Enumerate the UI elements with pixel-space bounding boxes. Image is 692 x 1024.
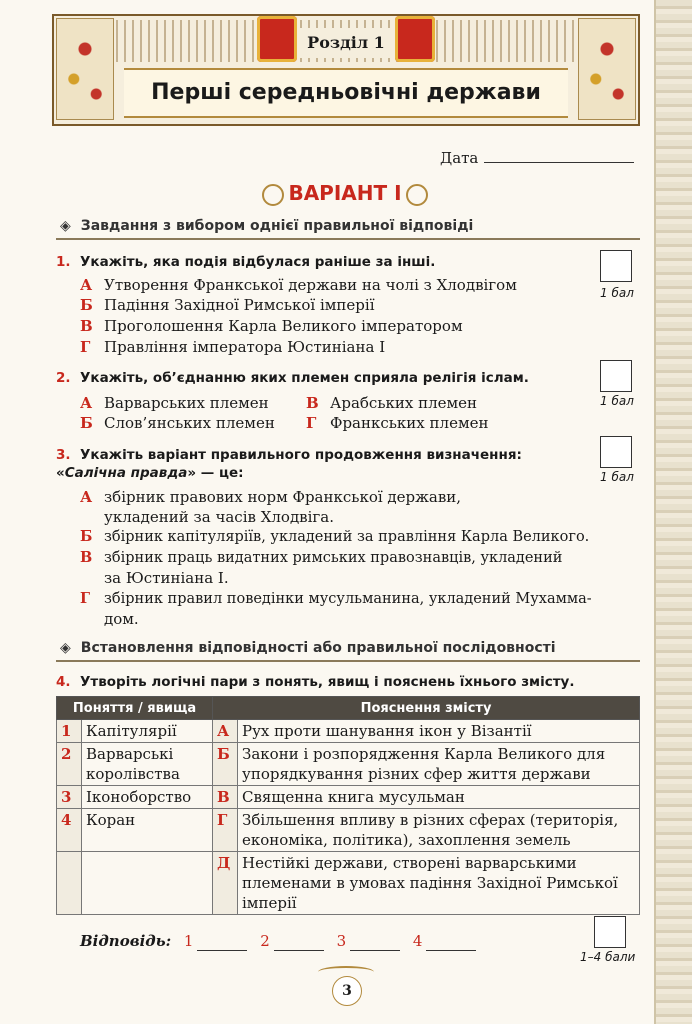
page-number: 3 (332, 976, 362, 1006)
row-letter: Б (213, 743, 238, 786)
score-label: 1–4 бали (580, 950, 636, 964)
option-d[interactable]: Г Правління імператора Юстиніана І (80, 338, 386, 356)
option-a[interactable]: А Утворення Франкської держави на чолі з Хлодвігом (80, 276, 517, 294)
table-header-explanations: Пояснення змісту (213, 697, 640, 720)
answer-blank-1[interactable] (197, 932, 247, 951)
chapter-title: Перші середньовічні держави (124, 68, 568, 118)
question-4: 4. Утворіть логічні пари з понять, явищ і пояснень їхнього змісту. (56, 674, 575, 690)
date-blank[interactable] (484, 148, 634, 163)
option-b[interactable]: Б збірник капітуляріїв, укладений за правління Карла Великого. (80, 528, 590, 545)
table-row (57, 720, 640, 743)
score-label: 1 бал (600, 394, 634, 408)
explanation-cell: Закони і розпорядження Карла Великого для упорядкування різних сфер життя держави (238, 743, 640, 786)
explanation-cell: Рух проти шанування ікон у Візантії (238, 720, 640, 743)
date-field (440, 148, 634, 167)
variant-title: ВАРІАНТ І (288, 181, 402, 205)
answer-blank-2[interactable] (274, 932, 324, 951)
option-c[interactable]: В збірник праць видатних римських правознавців, укладений (80, 549, 563, 566)
concept-cell (82, 852, 213, 915)
row-letter: А (213, 720, 238, 743)
section-label: Розділ 1 (298, 28, 394, 58)
row-letter: Г (213, 809, 238, 852)
knot-icon (262, 184, 284, 206)
matching-table (56, 696, 640, 915)
option-d[interactable]: Г збірник правил поведінки мусульманина, укладений Мухамма- (80, 590, 592, 607)
row-number: 3 (57, 786, 82, 809)
option-a-cont: укладений за часів Хлодвіга. (104, 508, 334, 526)
option-c[interactable]: В Арабських племен (306, 394, 478, 412)
explanation-cell: Збільшення впливу в різних сферах (територія, економіка, політика), захоплення земель (238, 809, 640, 852)
concept-cell: Капітулярії (82, 720, 213, 743)
explanation-cell: Нестійкі держави, створені варварськими племенами в умовах падіння Західної Римської імперії (238, 852, 640, 915)
answer-box-4[interactable] (594, 916, 626, 948)
lion-emblem-icon (395, 16, 435, 62)
score-label: 1 бал (600, 286, 634, 300)
answer-blank-4[interactable] (426, 932, 476, 951)
chapter-banner (52, 14, 640, 126)
section-heading-single-choice: ◈ Завдання з вибором однієї правильної відповіді (60, 218, 474, 234)
row-letter: Д (213, 852, 238, 915)
explanation-cell: Священна книга мусульман (238, 786, 640, 809)
table-row (57, 743, 640, 786)
floral-ornament-icon (578, 18, 636, 120)
diamond-icon: ◈ (60, 640, 71, 656)
row-number: 4 (57, 809, 82, 852)
question-3: 3. Укажіть варіант правильного продовження визначення: «Салічна правда» — це: (56, 447, 522, 481)
diamond-icon: ◈ (60, 218, 71, 234)
row-number: 1 (57, 720, 82, 743)
option-d[interactable]: Г Франкських племен (306, 414, 489, 432)
option-c-cont: за Юстиніана І. (104, 569, 229, 587)
option-d-cont: дом. (104, 610, 139, 628)
section-rule (56, 238, 640, 240)
concept-cell: Іконоборство (82, 786, 213, 809)
lion-emblem-icon (257, 16, 297, 62)
table-header-concepts: Поняття / явища (57, 697, 213, 720)
answer-line: Відповідь: 1 2 3 4 (80, 932, 476, 951)
knot-icon (406, 184, 428, 206)
question-2: 2. Укажіть, об’єднанню яких племен сприяла релігія іслам. (56, 370, 529, 386)
option-b[interactable]: Б Слов’янських племен (80, 414, 275, 432)
concept-cell: Коран (82, 809, 213, 852)
date-label: Дата (440, 149, 479, 167)
row-number: 2 (57, 743, 82, 786)
section-rule (56, 660, 640, 662)
table-row (57, 809, 640, 852)
answer-blank-3[interactable] (350, 932, 400, 951)
option-b[interactable]: Б Падіння Західної Римської імперії (80, 296, 375, 314)
row-number (57, 852, 82, 915)
row-letter: В (213, 786, 238, 809)
option-a[interactable]: А Варварських племен (80, 394, 269, 412)
answer-label: Відповідь: (80, 932, 172, 950)
table-row (57, 852, 640, 915)
floral-ornament-icon (56, 18, 114, 120)
score-label: 1 бал (600, 470, 634, 484)
book-page-edge (654, 0, 692, 1024)
answer-box-1[interactable] (600, 250, 632, 282)
section-heading-matching: ◈ Встановлення відповідності або правильної послідовності (60, 640, 556, 656)
answer-box-3[interactable] (600, 436, 632, 468)
concept-cell: Варварські королівства (82, 743, 213, 786)
option-c[interactable]: В Проголошення Карла Великого імператором (80, 317, 463, 335)
answer-box-2[interactable] (600, 360, 632, 392)
question-1: 1. Укажіть, яка подія відбулася раніше за інші. (56, 254, 436, 270)
table-row (57, 786, 640, 809)
variant-heading (250, 176, 440, 210)
option-a[interactable]: А збірник правових норм Франкської держави, (80, 488, 462, 506)
